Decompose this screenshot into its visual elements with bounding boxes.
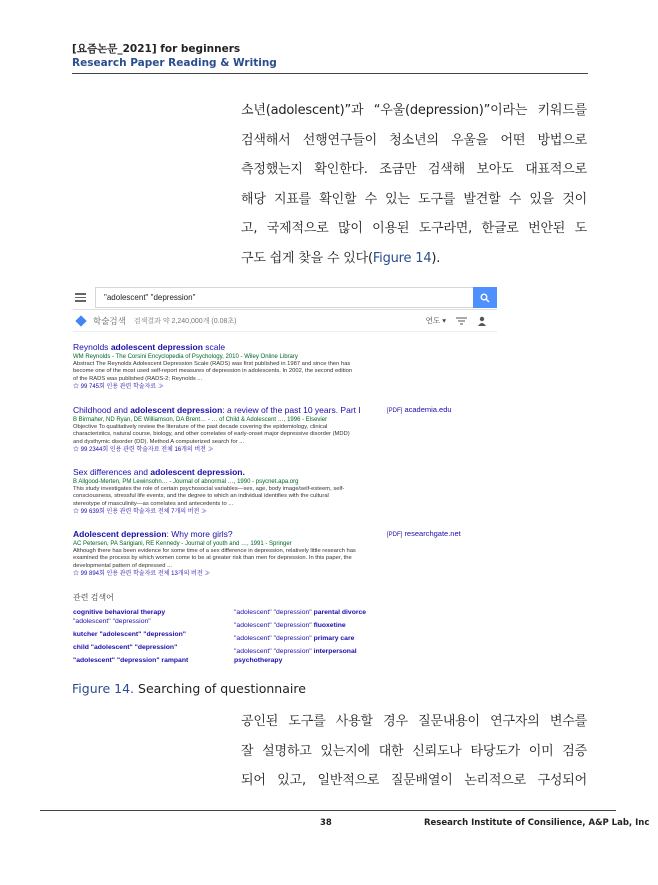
result-snippet: This study investigates the role of certain psychosocial variables—sex, age, body image/self-esteem, self-consciousness, stressful life events, and the degree to which an individual identifies with the cultural stereotype of masculinity—as correlates and antecedents to ... xyxy=(73,486,345,507)
related-search-link[interactable]: cognitive behavioral therapy "adolescent" "depression" xyxy=(73,609,166,625)
paragraph-2-line: 되어 있고, 일반적으로 질문배열이 논리적으로 구성되어 xyxy=(241,773,587,788)
scholar-subbar xyxy=(73,310,497,332)
filter-icon[interactable] xyxy=(456,317,467,325)
result-authors: B Birmaher, ND Ryan, DE Williamson, DA Brent… - … of Child & Adolescent …, 1996 - Elsevier xyxy=(73,417,328,423)
footer-rule xyxy=(40,810,616,811)
search-button[interactable] xyxy=(473,287,497,308)
search-result xyxy=(73,405,497,455)
paragraph-1-line: 고, 국제적으로 많이 이용된 도구라면, 한글로 번안된 도 xyxy=(241,221,587,236)
scholar-search-input[interactable]: "adolescent" "depression" xyxy=(95,287,473,308)
related-search-link[interactable]: "adolescent" "depression" interpersonal psychotherapy xyxy=(234,648,357,664)
search-result xyxy=(73,342,497,392)
figure-caption xyxy=(72,681,306,696)
result-actions[interactable]: ☆ 99 745회 인용 관련 학술자료 ≫ xyxy=(73,383,164,390)
result-title-link[interactable]: Reynolds adolescent depression scale xyxy=(73,342,226,352)
related-search-link[interactable]: kutcher "adolescent" "depression" xyxy=(73,631,186,638)
paragraph-1-line: 검색해서 선행연구들이 청소년의 우울을 어떤 방법으로 xyxy=(241,132,587,148)
result-snippet: Objective To qualitatively review the literature of the past decade covering the epidemiology, clinical characteristics, natural course, biology, and other correlates of early-onset major depressive disorder (MDD) and dysthymic disorder (DD). Method A computerized search for ... xyxy=(73,424,350,445)
result-snippet: Although there has been evidence for some time of a sex difference in depression, relatively little research has examined the process by which women come to be at greater risk than men for depression. In this paper, the developmental pattern of depressed ... xyxy=(73,548,356,569)
search-icon xyxy=(480,293,490,303)
scholar-screenshot-figure xyxy=(73,286,497,667)
related-search-link[interactable]: "adolescent" "depression" fluoxetine xyxy=(234,622,346,629)
scholar-search-bar xyxy=(73,286,497,310)
related-search-link[interactable]: "adolescent" "depression" parental divorce xyxy=(234,609,367,616)
figure-caption-text: Searching of questionnaire xyxy=(138,681,306,696)
header-series-title: [요즘논문_2021] for beginners xyxy=(72,43,241,55)
page-number: 38 xyxy=(320,818,332,828)
result-count: 검색결과 약 2,240,000개 (0.08초) xyxy=(133,317,237,325)
paragraph-1-line: 해당 지표를 확인할 수 있는 도구를 발견할 수 있을 것이 xyxy=(241,191,587,207)
result-authors: WM Reynolds - The Corsini Encyclopedia of Psychology, 2010 - Wiley Online Library xyxy=(73,354,298,360)
header-book-title: Research Paper Reading & Writing xyxy=(72,57,277,69)
figure-label: Figure 14. xyxy=(72,681,135,696)
related-search-link[interactable]: child "adolescent" "depression" xyxy=(73,644,178,651)
result-title-link[interactable]: Adolescent depression: Why more girls? xyxy=(73,529,233,539)
paragraph-1 xyxy=(241,96,587,273)
pdf-source-link[interactable]: [PDF] academia.edu xyxy=(387,405,452,414)
result-authors: AC Petersen, PA Sarigiani, RE Kennedy - Journal of youth and …, 1991 - Springer xyxy=(73,541,292,547)
result-actions[interactable]: ☆ 99 639회 인용 관련 학술자료 전체 7개의 버전 ≫ xyxy=(73,508,207,515)
paragraph-1-line: 구도 쉽게 찾을 수 있다(Figure 14). xyxy=(241,250,441,266)
paragraph-1-line: 측정했는지 확인한다. 조금만 검색해 보아도 대표적으로 xyxy=(241,162,587,177)
pdf-source-link[interactable]: [PDF] researchgate.net xyxy=(387,529,461,538)
search-result xyxy=(73,529,497,579)
paragraph-2-line: 잘 설명하고 있는지에 대한 신뢰도나 타당도가 이미 검증 xyxy=(241,743,587,759)
related-search-link[interactable]: "adolescent" "depression" rampant xyxy=(73,657,189,664)
sort-by-year-dropdown[interactable]: 연도 ▾ xyxy=(425,316,446,325)
footer-organization: Research Institute of Consilience, A&P Lab, Inc xyxy=(424,818,650,828)
result-authors: B Allgood-Merten, PM Lewinsohn… - Journal of abnormal …, 1990 - psycnet.apa.org xyxy=(73,479,299,485)
result-snippet: Abstract The Reynolds Adolescent Depression Scale (RADS) was first published in 1987 and since then has become one of the most used self-report measures of depression in adolescents. In 2002, the second edition of the RADS was published (RADS-2; Reynolds ... xyxy=(73,361,353,382)
related-search-link[interactable]: "adolescent" "depression" primary care xyxy=(234,635,355,642)
paragraph-2-line: 공인된 도구를 사용할 경우 질문내용이 연구자의 변수를 xyxy=(241,714,587,729)
page-header xyxy=(72,42,588,74)
header-rule xyxy=(72,73,588,74)
result-actions[interactable]: ☆ 99 894회 인용 관련 학술자료 전체 13개의 버전 ≫ xyxy=(73,570,211,577)
related-searches-heading: 관련 검색어 xyxy=(73,593,114,602)
paragraph-2 xyxy=(241,707,587,796)
hamburger-menu-icon[interactable] xyxy=(73,291,95,304)
account-icon[interactable] xyxy=(477,316,487,326)
result-title-link[interactable]: Childhood and adolescent depression: a review of the past 10 years. Part I xyxy=(73,405,361,415)
scholar-brand-label: 학술검색 xyxy=(93,315,126,326)
search-result xyxy=(73,467,497,517)
result-actions[interactable]: ☆ 99 2344회 인용 관련 학술자료 전체 16개의 버전 ≫ xyxy=(73,446,214,453)
result-title-link[interactable]: Sex differences and adolescent depression. xyxy=(73,467,245,477)
paragraph-1-line: 소년(adolescent)”과 “우울(depression)”이라는 키워드를 xyxy=(241,103,587,118)
scholar-logo-icon xyxy=(75,315,86,326)
figure-reference-link[interactable]: Figure 14 xyxy=(372,250,432,266)
